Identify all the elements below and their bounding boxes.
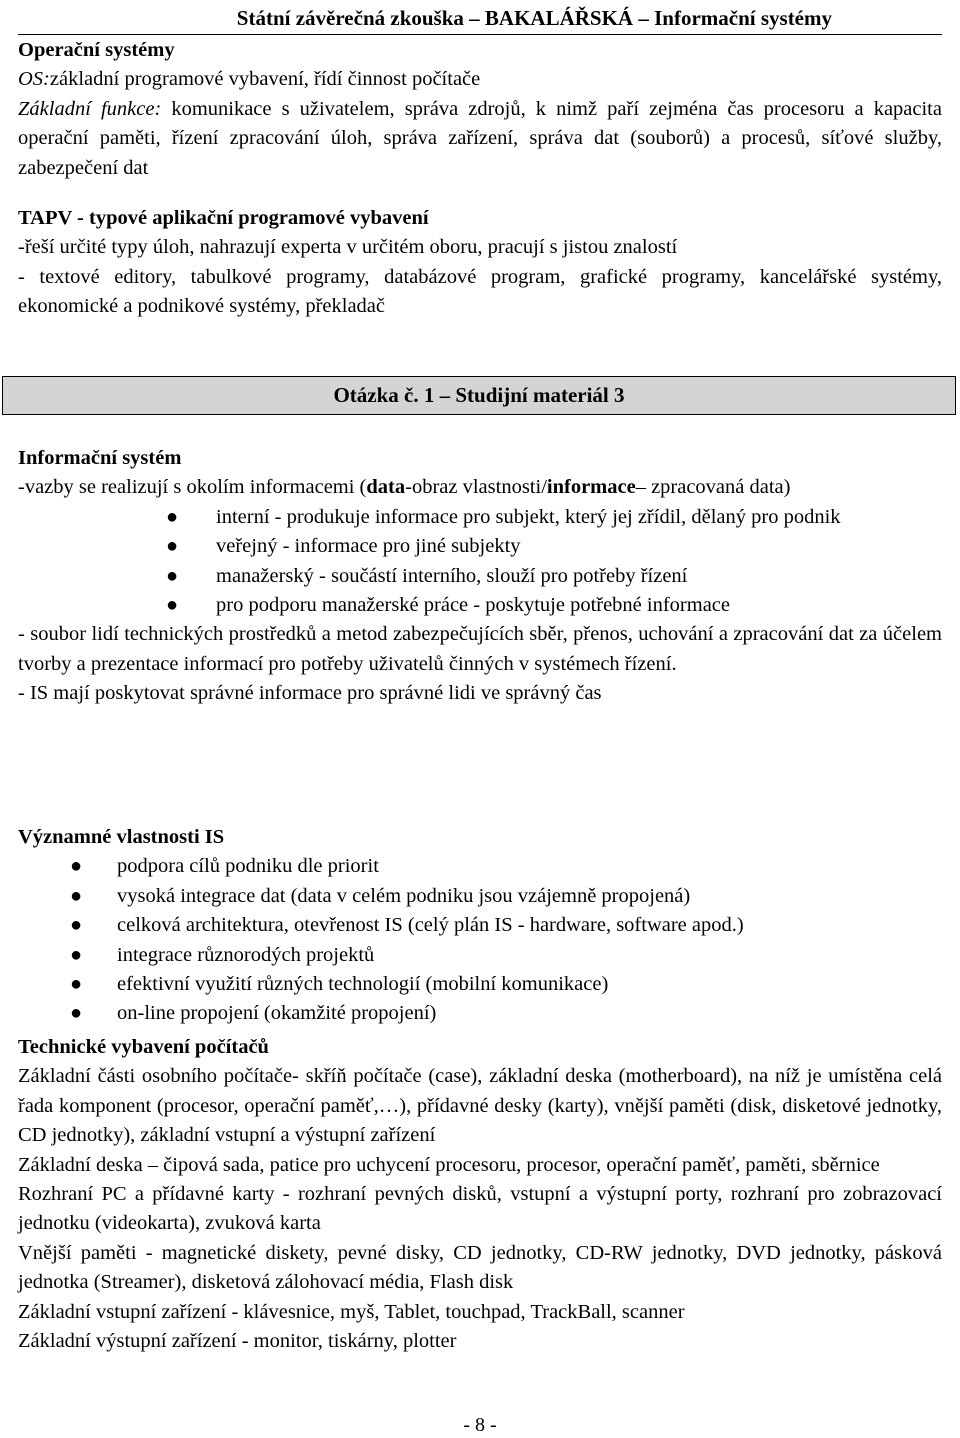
section-technicke [18,1033,942,1356]
list-item-text: pro podporu manažerské práce - poskytuje potřebné informace [216,594,731,617]
is-types-list [18,503,942,621]
tapv-line1: -řeší určité typy úloh, nahrazují experta v určitém oboru, pracují s jistou znalostí [18,236,678,259]
list-item-text: integrace různorodých projektů [117,943,375,966]
bullet-icon: ● [70,1002,83,1025]
is-vazby-info: informace [546,476,636,499]
list-item [18,562,942,591]
list-item-text: efektivní využití různých technologií (mobilní komunikace) [117,973,609,996]
vlastnosti-list [18,852,942,1028]
bullet-icon: ● [70,973,83,996]
list-item [18,852,942,881]
list-item-text: on-line propojení (okamžité propojení) [117,1002,437,1025]
bullet-icon: ● [166,535,179,558]
is-vazby-a: -vazby se realizují s okolím informacemi ( [18,476,367,499]
bullet-icon: ● [70,914,83,937]
bullet-icon: ● [70,855,83,878]
technicke-paragraph: Základní části osobního počítače- skříň počítače (case), základní deska (motherboard), na níž je umístěna celá řada komponent (procesor, operační paměť,…), přídavné desky (karty), vnější paměti (disk, disketové jednotky, CD jednotky), základní vstupní a výstupní zařízení [18,1065,942,1147]
is-heading: Informační systém [18,447,182,469]
is-vazby-b: -obraz vlastnosti/ [405,476,547,499]
list-item [18,591,942,620]
os-func-text: komunikace s uživatelem, správa zdrojů, k nimž paří zejména čas procesoru a kapacita operační paměti, řízení zpracování úloh, správa zařízení, správa dat (souborů) a procesů, síťové služby, zabezpečení dat [18,97,942,179]
technicke-paragraph: Základní výstupní zařízení - monitor, tiskárny, plotter [18,1330,457,1353]
page-number: - 8 - [463,1414,497,1436]
list-item [18,911,942,940]
list-item [18,999,942,1028]
is-vazby-c: – zpracovaná data) [635,476,791,499]
list-item-text: celková architektura, otevřenost IS (celý plán IS - hardware, software apod.) [117,914,744,937]
list-item [18,532,942,561]
os-def-label: OS: [18,68,50,91]
list-item [18,941,942,970]
os-func-label: Základní funkce: [18,97,162,120]
is-soubor: - soubor lidí technických prostředků a metod zabezpečujících sběr, přenos, uchování a zpracování dat za účelem tvorby a prezentace informací pro potřeby uživatelů činných v systémech řízení. [18,623,942,675]
tapv-line2: - textové editory, tabulkové programy, databázové program, grafické programy, kancelářské systémy, ekonomické a podnikové systémy, překladač [18,265,942,318]
bullet-icon: ● [166,505,179,528]
technicke-paragraph: Rozhraní PC a přídavné karty - rozhraní pevných disků, vstupní a výstupní porty, rozhraní pro zobrazovací jednotku (videokarta), zvuková karta [18,1183,942,1235]
section-is [18,444,942,709]
list-item [18,882,942,911]
os-definition [18,65,942,94]
vlastnosti-heading: Významné vlastnosti IS [18,826,225,848]
page-header: Státní závěrečná zkouška – BAKALÁŘSKÁ – Informační systémy [18,4,942,35]
technicke-paragraph: Základní vstupní zařízení - klávesnice, myš, Tablet, touchpad, TrackBall, scanner [18,1300,685,1323]
is-vazby [18,473,942,502]
tapv-heading: TAPV - typové aplikační programové vybavení [18,207,429,229]
technicke-paragraph: Vnější paměti - magnetické diskety, pevné disky, CD jednotky, CD-RW jednotky, DVD jednotky, pásková jednotka (Streamer), disketová zálohovací média, Flash disk [18,1241,942,1294]
bullet-icon: ● [70,884,83,907]
list-item-text: interní - produkuje informace pro subjekt, který jej zřídil, dělaný pro podnik [216,505,841,528]
bullet-icon: ● [166,564,179,587]
technicke-paragraph: Základní deska – čipová sada, patice pro uchycení procesoru, procesor, operační paměť, paměti, sběrnice [18,1153,880,1176]
bullet-icon: ● [166,594,179,617]
section-tapv [18,204,942,322]
is-spravne: - IS mají poskytovat správné informace pro správné lidi ve správný čas [18,682,602,705]
section-os [18,36,942,183]
is-vazby-data: data [366,476,406,499]
section-vlastnosti [18,823,942,1029]
list-item-text: veřejný - informace pro jiné subjekty [216,535,521,558]
os-heading: Operační systémy [18,39,175,61]
bullet-icon: ● [70,943,83,966]
os-functions [18,95,942,183]
list-item [18,970,942,999]
list-item-text: manažerský - součástí interního, slouží pro potřeby řízení [216,564,688,587]
list-item-text: vysoká integrace dat (data v celém podniku jsou vzájemně propojená) [117,884,691,907]
list-item-text: podpora cílů podniku dle priorit [117,855,379,878]
question-bar: Otázka č. 1 – Studijní materiál 3 [2,376,956,415]
os-def-text: základní programové vybavení, řídí činnost počítače [49,68,481,91]
technicke-heading: Technické vybavení počítačů [18,1036,269,1058]
list-item [18,503,942,532]
